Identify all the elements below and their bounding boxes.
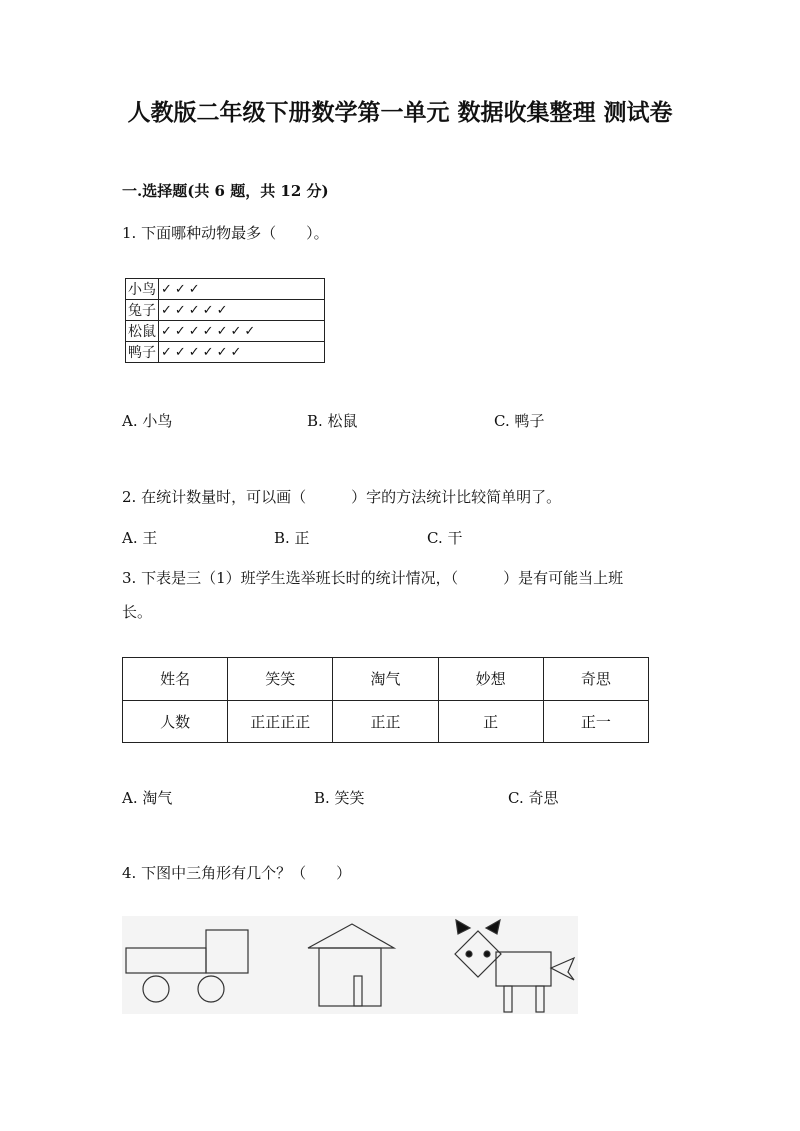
tally-marks: ✓✓✓ xyxy=(159,279,325,300)
animal-name: 鸭子 xyxy=(126,342,159,363)
q2-option-b[interactable]: B. 正 xyxy=(274,529,310,547)
question-3: 3. 下表是三（1）班学生选举班长时的统计情况，（ ）是有可能当上班 xyxy=(122,569,624,587)
table-header-cell: 妙想 xyxy=(438,658,543,701)
table-header-cell: 笑笑 xyxy=(228,658,333,701)
tally-table xyxy=(125,278,325,363)
q3-option-c[interactable]: C. 奇思 xyxy=(508,789,559,807)
q3-option-b[interactable]: B. 笑笑 xyxy=(314,789,365,807)
q1-option-c[interactable]: C. 鸭子 xyxy=(494,412,545,430)
truck-figure xyxy=(126,930,248,1002)
vote-table xyxy=(122,657,649,743)
tally-marks: ✓✓✓✓✓✓ xyxy=(159,342,325,363)
table-row xyxy=(126,342,325,363)
question-1: 1. 下面哪种动物最多（ ）。 xyxy=(122,224,329,242)
animal-name: 小鸟 xyxy=(126,279,159,300)
table-cell: 正 xyxy=(438,700,543,743)
table-cell: 人数 xyxy=(123,700,228,743)
table-header-cell: 奇思 xyxy=(543,658,648,701)
animal-figure xyxy=(455,920,574,1012)
page-title: 人教版二年级下册数学第一单元 数据收集整理 测试卷 xyxy=(127,99,673,126)
table-header-cell: 姓名 xyxy=(123,658,228,701)
table-cell: 正一 xyxy=(543,700,648,743)
shapes-figure xyxy=(122,916,578,1014)
question-4: 4. 下图中三角形有几个？（ ） xyxy=(122,864,352,882)
table-cell: 正正正正 xyxy=(228,700,333,743)
q3-option-a[interactable]: A. 淘气 xyxy=(122,789,173,807)
q2-option-c[interactable]: C. 干 xyxy=(427,529,463,547)
q1-option-b[interactable]: B. 松鼠 xyxy=(307,412,358,430)
tally-marks: ✓✓✓✓✓✓✓ xyxy=(159,321,325,342)
q1-option-a[interactable]: A. 小鸟 xyxy=(122,412,173,430)
animal-name: 兔子 xyxy=(126,300,159,321)
table-row xyxy=(126,279,325,300)
question-2: 2. 在统计数量时，可以画（ ）字的方法统计比较简单明了。 xyxy=(122,488,562,506)
house-figure xyxy=(308,924,394,1006)
table-row xyxy=(123,658,649,701)
table-row xyxy=(123,700,649,743)
table-row xyxy=(126,300,325,321)
animal-name: 松鼠 xyxy=(126,321,159,342)
section-heading: 一.选择题(共 6 题，共 12 分) xyxy=(122,182,329,200)
question-3-continued: 长。 xyxy=(122,603,153,621)
q2-option-a[interactable]: A. 王 xyxy=(122,529,158,547)
table-header-cell: 淘气 xyxy=(333,658,438,701)
tally-marks: ✓✓✓✓✓ xyxy=(159,300,325,321)
table-row xyxy=(126,321,325,342)
table-cell: 正正 xyxy=(333,700,438,743)
